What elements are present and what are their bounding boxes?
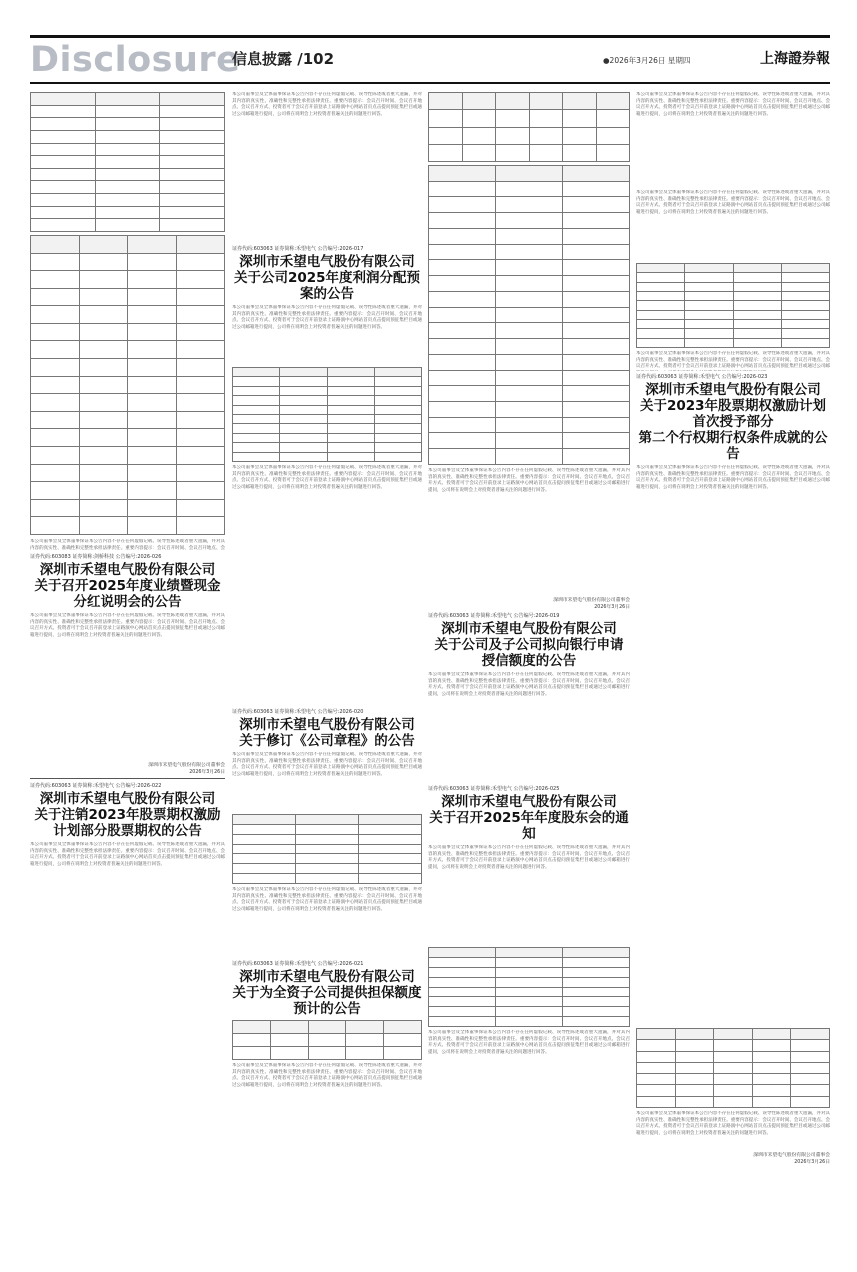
section-title: 信息披露 /102 — [232, 50, 335, 68]
body-text: 本公司董事会及全体董事保证本公告内容不存在任何虚假记载、误导性陈述或者重大遗漏，并对其内容的真实性、准确性和完整性承担法律责任。重要内容提示：会议召开时间、会议召开地点、会议召开方式、投资者可于会议召开前登录上证路演中心网站首页点击提问预征集栏目或通过公司邮箱进行提问，公司将在说明会上对投资者普遍关注的问题进行回答。 — [428, 1030, 630, 1055]
table-block-2 — [428, 165, 630, 465]
body-text: 本公司董事会及全体董事保证本公告内容不存在任何虚假记载、误导性陈述或者重大遗漏，并对其内容的真实性、准确性和完整性承担法律责任。重要内容提示：会议召开时间、会议召开地点、会议召开方式、投资者可于会议召开前登录上证路演中心网站首页点击提问预征集栏目或通过公司邮箱进行提问，公司将在说明会上对投资者普遍关注的问题进行回答。 — [636, 465, 830, 490]
table-block — [30, 92, 225, 232]
signature: 深圳市禾望电气股份有限公司董事会 2026年3月26日 — [553, 598, 630, 610]
notice-code: 证券代码:603063 证券简称:禾望电气 公告编号:2026-022 — [30, 783, 162, 789]
column-3 — [428, 92, 630, 1150]
body-text: 本公司董事会及全体董事保证本公告内容不存在任何虚假记载、误导性陈述或者重大遗漏，并对其内容的真实性、准确性和完整性承担法律责任。重要内容提示：会议召开时间、会议召开地点、会议召开方式、投资者可于会议召开前登录上证路演中心网站首页点击提问预征集栏目或通过公司邮箱进行提问，公司将在说明会上对投资者普遍关注的问题进行回答。 — [30, 613, 225, 638]
body-text: 本公司董事会及全体董事保证本公告内容不存在任何虚假记载、误导性陈述或者重大遗漏，并对其内容的真实性、准确性和完整性承担法律责任。重要内容提示：会议召开时间、会议召开地点、会议召开方式、投资者可于会议召开前登录上证路演中心网站首页点击提问预征集栏目或通过公司邮箱进行提问，公司将在说明会上对投资者普遍关注的问题进行回答。 — [636, 92, 830, 117]
body-text: 本公司董事会及全体董事保证本公告内容不存在任何虚假记载、误导性陈述或者重大遗漏，并对其内容的真实性、准确性和完整性承担法律责任。重要内容提示：会议召开时间、会议召开地点、会议召开方式、投资者可于会议召开前登录上证路演中心网站首页点击提问预征集栏目或通过公司邮 — [636, 351, 830, 369]
column-4 — [636, 92, 830, 1165]
notice-title: 深圳市禾望电气股份有限公司 关于为全资子公司提供担保额度预计的公告 — [232, 969, 422, 1017]
table-block — [636, 1028, 830, 1108]
body-text: 本公司董事会及全体董事保证本公告内容不存在任何虚假记载、误导性陈述或者重大遗漏，并对其内容的真实性、准确性和完整性承担法律责任。重要内容提示：会议召开时间、会议召开地点、会议召开方式、投资者可于会议召开前登录上证路演中心网站首页点击提问预征集栏目或通过公司邮箱进行提问，公司将在说明会上对投资者普遍关注的问题进行回答。 — [428, 845, 630, 870]
signature: 深圳市禾望电气股份有限公司董事会 2026年3月26日 — [148, 763, 225, 775]
masthead-top-rule — [30, 35, 830, 38]
notice-title: 深圳市禾望电气股份有限公司 关于2023年股票期权激励计划首次授予部分 第二个行权期行权条件成就的公告 — [638, 382, 828, 462]
notice-code: 证券代码:603063 证券简称:禾望电气 公告编号:2026-021 — [232, 961, 364, 967]
notice-code: 证券代码:603063 证券简称:禾望电气 公告编号:2026-025 — [428, 786, 560, 792]
date-edition: ●2026年3月26日 星期四 — [603, 56, 691, 65]
body-text: 本公司董事会及全体董事保证本公告内容不存在任何虚假记载、误导性陈述或者重大遗漏，并对其内容的真实性、准确性和完整性承担法律责任。重要内容提示：会议召开时间、会议召开地点、会 — [30, 539, 225, 551]
notice-title: 深圳市禾望电气股份有限公司 关于公司2025年度利润分配预案的公告 — [233, 254, 421, 302]
body-text: 本公司董事会及全体董事保证本公告内容不存在任何虚假记载、误导性陈述或者重大遗漏，并对其内容的真实性、准确性和完整性承担法律责任。重要内容提示：会议召开时间、会议召开地点、会议召开方式、投资者可于会议召开前登录上证路演中心网站首页点击提问预征集栏目或通过公司邮箱进行提问，公司将在说明会上对投资者普遍关注的问题进行回答。 — [636, 190, 830, 215]
column-1 — [30, 92, 225, 1272]
notice-code: 证券代码:603063 证券简称:禾望电气 公告编号:2026-023 — [636, 374, 768, 380]
notice-code: 证券代码:603063 证券简称:禾望电气 公告编号:2026-017 — [232, 246, 364, 252]
notice-title: 深圳市禾望电气股份有限公司 关于召开2025年年度股东会的通知 — [429, 794, 629, 842]
newspaper-name: 上海證券報 — [760, 51, 830, 67]
table-block-2 — [30, 235, 225, 535]
table-block — [232, 367, 422, 462]
notice-title: 深圳市禾望电气股份有限公司 关于召开2025年度业绩暨现金分红说明会的公告 — [34, 562, 221, 610]
body-text: 本公司董事会及全体董事保证本公告内容不存在任何虚假记载、误导性陈述或者重大遗漏，并对其内容的真实性、准确性和完整性承担法律责任。重要内容提示：会议召开时间、会议召开地点、会议召开方式、投资者可于会议召开前登录上证路演中心网站首页点击提问预征集栏目或通过公司邮箱进行提问，公司将在说明会上对投资者普遍关注的问题进行回答。 — [232, 465, 422, 490]
body-text: 本公司董事会及全体董事保证本公告内容不存在任何虚假记载、误导性陈述或者重大遗漏，并对其内容的真实性、准确性和完整性承担法律责任。重要内容提示：会议召开时间、会议召开地点、会议召开方式、投资者可于会议召开前登录上证路演中心网站首页点击提问预征集栏目或通过公司邮箱进行提问，公司将在说明会上对投资者普遍关注的问题进行回答。 — [30, 842, 225, 867]
notice-code: 证券代码:603083 证券简称:剑桥科技 公告编号:2026-026 — [30, 554, 162, 560]
masthead-bottom-rule — [30, 82, 830, 84]
notice-title: 深圳市禾望电气股份有限公司 关于公司及子公司拟向银行申请授信额度的公告 — [434, 621, 624, 669]
divider — [30, 778, 225, 779]
notice-code: 证券代码:603063 证券简称:禾望电气 公告编号:2026-019 — [428, 613, 560, 619]
table-block — [428, 92, 630, 162]
body-text: 本公司董事会及全体董事保证本公告内容不存在任何虚假记载、误导性陈述或者重大遗漏，并对其内容的真实性、准确性和完整性承担法律责任。重要内容提示：会议召开时间、会议召开地点、会议召开方式、投资者可于会议召开前登录上证路演中心网站首页点击提问预征集栏目或通过公司邮箱进行提问，公司将在说明会上对投资者普遍关注的问题进行回答。 — [232, 887, 422, 912]
body-text: 本公司董事会及全体董事保证本公告内容不存在任何虚假记载、误导性陈述或者重大遗漏，并对其内容的真实性、准确性和完整性承担法律责任。重要内容提示：会议召开时间、会议召开地点、会议召开方式、投资者可于会议召开前登录上证路演中心网站首页点击提问预征集栏目或通过公司邮箱进行提问，公司将在说明会上对投资者普遍关注的问题进行回答。 — [428, 672, 630, 697]
body-text: 本公司董事会及全体董事保证本公告内容不存在任何虚假记载、误导性陈述或者重大遗漏，并对其内容的真实性、准确性和完整性承担法律责任。重要内容提示：会议召开时间、会议召开地点、会议召开方式、投资者可于会议召开前登录上证路演中心网站首页点击提问预征集栏目或通过公司邮箱进行提问，公司将在说明会上对投资者普遍关注的问题进行回答。 — [232, 752, 422, 777]
column-2 — [232, 92, 422, 1213]
table-block — [636, 263, 830, 348]
table-block — [428, 947, 630, 1027]
notice-code: 证券代码:603063 证券简称:禾望电气 公告编号:2026-020 — [232, 709, 364, 715]
brand-wordmark: Disclosure — [30, 40, 241, 80]
notice-title: 深圳市禾望电气股份有限公司 关于注销2023年股票期权激励计划部分股票期权的公告 — [34, 791, 221, 839]
body-text: 本公司董事会及全体董事保证本公告内容不存在任何虚假记载、误导性陈述或者重大遗漏，并对其内容的真实性、准确性和完整性承担法律责任。重要内容提示：会议召开时间、会议召开地点、会议召开方式、投资者可于会议召开前登录上证路演中心网站首页点击提问预征集栏目或通过公司邮箱进行提问，公司将在说明会上对投资者普遍关注的问题进行回答。 — [232, 305, 422, 330]
body-text: 本公司董事会及全体董事保证本公告内容不存在任何虚假记载、误导性陈述或者重大遗漏，并对其内容的真实性、准确性和完整性承担法律责任。重要内容提示：会议召开时间、会议召开地点、会议召开方式、投资者可于会议召开前登录上证路演中心网站首页点击提问预征集栏目或通过公司邮箱进行提问，公司将在说明会上对投资者普遍关注的问题进行回答。 — [232, 1063, 422, 1088]
table-block — [232, 1020, 422, 1060]
body-text: 本公司董事会及全体董事保证本公告内容不存在任何虚假记载、误导性陈述或者重大遗漏，并对其内容的真实性、准确性和完整性承担法律责任。重要内容提示：会议召开时间、会议召开地点、会议召开方式、投资者可于会议召开前登录上证路演中心网站首页点击提问预征集栏目或通过公司邮箱进行提问，公司将在说明会上对投资者普遍关注的问题进行回答。 — [232, 92, 422, 117]
body-text: 本公司董事会及全体董事保证本公告内容不存在任何虚假记载、误导性陈述或者重大遗漏，并对其内容的真实性、准确性和完整性承担法律责任。重要内容提示：会议召开时间、会议召开地点、会议召开方式、投资者可于会议召开前登录上证路演中心网站首页点击提问预征集栏目或通过公司邮箱进行提问，公司将在说明会上对投资者普遍关注的问题进行回答。 — [428, 468, 630, 493]
body-text: 本公司董事会及全体董事保证本公告内容不存在任何虚假记载、误导性陈述或者重大遗漏，并对其内容的真实性、准确性和完整性承担法律责任。重要内容提示：会议召开时间、会议召开地点、会议召开方式、投资者可于会议召开前登录上证路演中心网站首页点击提问预征集栏目或通过公司邮箱进行提问，公司将在说明会上对投资者普遍关注的问题进行回答。 — [636, 1111, 830, 1136]
notice-title: 深圳市禾望电气股份有限公司 关于修订《公司章程》的公告 — [239, 717, 415, 749]
signature: 深圳市禾望电气股份有限公司董事会 2026年3月26日 — [753, 1153, 830, 1165]
table-block — [232, 814, 422, 884]
